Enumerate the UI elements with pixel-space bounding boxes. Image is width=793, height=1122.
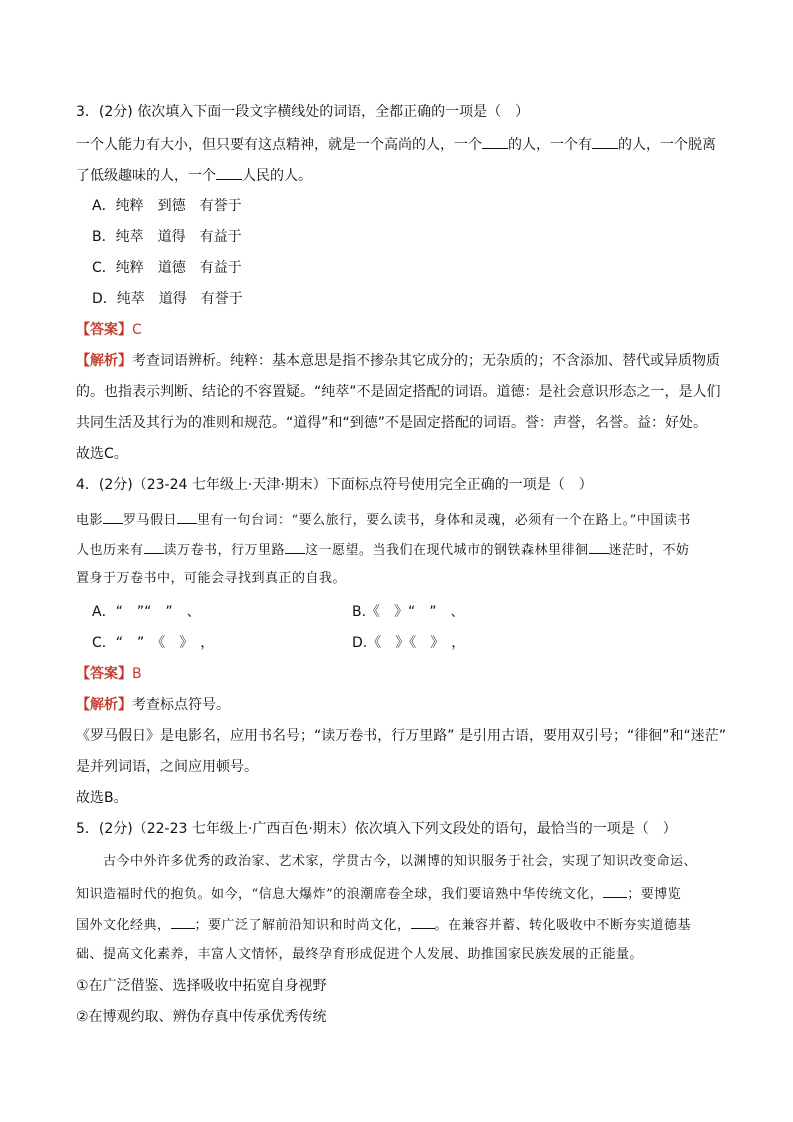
- q4-analysis-line-3: 是并列词语，之间应用顿号。: [76, 759, 258, 775]
- passage-text: 读万卷书，行万里路: [163, 543, 286, 558]
- q3-conclusion: 故选C。: [76, 446, 128, 462]
- q4-option-a: A．“ ”“ ” 、: [92, 604, 201, 620]
- passage-text: 里有一句台词：“要么旅行，要么读书，身体和灵魂，必须有一个在路上。”中国读书: [197, 513, 691, 528]
- analysis-text: 考查词语辨析。纯粹：基本意思是指不掺杂其它成分的；无杂质的；不含添加、替代或异质物质: [132, 353, 720, 369]
- q3-answer: [76, 320, 142, 340]
- q3-analysis-line-3: 共同生活及其行为的准则和规范。“道得”和“到德”不是固定搭配的词语。誉：声誉，名誉。益：好处。: [76, 415, 708, 431]
- analysis-tag: 【解析】: [76, 697, 132, 713]
- q3-text: 了低级趣味的人，一个: [76, 168, 216, 184]
- blank-line: [144, 539, 164, 554]
- blank-line: [177, 509, 197, 524]
- passage-text: 人也历来有: [76, 543, 144, 558]
- passage-text: 知识造福时代的抱负。如今，“信息大爆炸”的浪潮席卷全球，我们要谙熟中华传统文化，: [76, 887, 604, 902]
- q4-analysis-line-1: [76, 695, 230, 715]
- q3-stem: 3．(2分) 依次填入下面一段文字横线处的词语，全都正确的一项是（ ）: [76, 104, 530, 120]
- passage-text: 迷茫时，不妨: [608, 543, 690, 558]
- answer-tag: 【答案】: [76, 322, 132, 338]
- blank-line: [589, 539, 609, 554]
- q4-option-c: C．“ ” 《 》 ，: [92, 635, 215, 651]
- q3-option-a: A．纯粹 到德 有誉于: [92, 198, 242, 214]
- blank-line: [592, 134, 618, 149]
- answer-tag: 【答案】: [76, 666, 132, 682]
- blank-line: [411, 914, 435, 929]
- q4-passage-line-2: [76, 539, 690, 561]
- blank-line: [285, 539, 305, 554]
- q5-item-2: ②在博观约取、辨伪存真中传承优秀传统: [76, 1009, 327, 1025]
- passage-text: 。在兼容并蓄、转化吸收中不断夯实道德基: [434, 918, 692, 933]
- q3-text: 一个人能力有大小，但只要有这点精神，就是一个高尚的人，一个: [76, 137, 482, 153]
- q3-paragraph-line-2: [76, 165, 312, 186]
- blank-line: [103, 509, 123, 524]
- passage-text: ；要博览: [627, 887, 682, 902]
- analysis-tag: 【解析】: [76, 353, 132, 369]
- blank-line: [216, 165, 242, 180]
- blank-line: [603, 883, 627, 898]
- blank-line: [171, 914, 195, 929]
- passage-text: 国外文化经典，: [76, 918, 171, 933]
- q4-answer: [76, 664, 142, 684]
- q4-passage-line-1: [76, 509, 691, 531]
- answer-value: B: [132, 666, 142, 682]
- q4-stem: 4．(2分)（23-24 七年级上·天津·期末）下面标点符号使用完全正确的一项是（ ）: [76, 477, 593, 493]
- q3-option-d: D．纯萃 道得 有誉于: [92, 291, 243, 307]
- q3-option-c: C．纯粹 道德 有益于: [92, 260, 242, 276]
- q5-passage-line-1: 古今中外许多优秀的政治家、艺术家，学贯古今，以渊博的知识服务于社会，实现了知识改变命运、: [76, 854, 698, 869]
- q4-analysis-line-2: 《罗马假日》是电影名，应用书名号；“读万卷书，行万里路” 是引用古语，要用双引号；“徘徊”和“迷茫”: [76, 728, 726, 744]
- q3-text: 的人，一个有: [508, 137, 592, 153]
- passage-text: 这一愿望。当我们在现代城市的钢铁森林里徘徊: [305, 543, 589, 558]
- analysis-text: 考查标点符号。: [132, 697, 230, 713]
- q3-analysis-line-1: [76, 351, 720, 371]
- q5-stem: 5．(2分)（22-23 七年级上·广西百色·期末）依次填入下列文段处的语句，最恰当的一项是（ ）: [76, 821, 677, 837]
- blank-line: [482, 134, 508, 149]
- q3-text: 的人，一个脱离: [618, 137, 716, 153]
- q3-analysis-line-2: 的。也指表示判断、结论的不容置疑。“纯萃”不是固定搭配的词语。道德：是社会意识形态之一，是人们: [76, 384, 721, 400]
- q3-text: 人民的人。: [242, 168, 312, 184]
- q4-passage-line-3: 置身于万卷书中，可能会寻找到真正的自我。: [76, 571, 347, 586]
- q5-item-1: ①在广泛借鉴、选择吸收中拓宽自身视野: [76, 978, 327, 994]
- passage-text: ；要广泛了解前沿知识和时尚文化，: [194, 918, 411, 933]
- q4-conclusion: 故选B。: [76, 790, 128, 806]
- q5-passage-line-3: [76, 914, 691, 936]
- q4-option-b: B.《 》“ ” 、: [352, 604, 465, 620]
- passage-text: 罗马假日: [123, 513, 178, 528]
- q5-passage-line-4: 础、提高文化素养，丰富人文情怀，最终孕育形成促进个人发展、助推国家民族发展的正能量。: [76, 947, 644, 962]
- q3-paragraph-line-1: [76, 134, 716, 155]
- q5-passage-line-2: [76, 883, 681, 905]
- answer-value: C: [132, 322, 142, 338]
- q4-option-d: D.《 》《 》 ，: [352, 635, 466, 651]
- passage-text: 电影: [76, 513, 104, 528]
- q3-option-b: B．纯萃 道得 有益于: [92, 229, 242, 245]
